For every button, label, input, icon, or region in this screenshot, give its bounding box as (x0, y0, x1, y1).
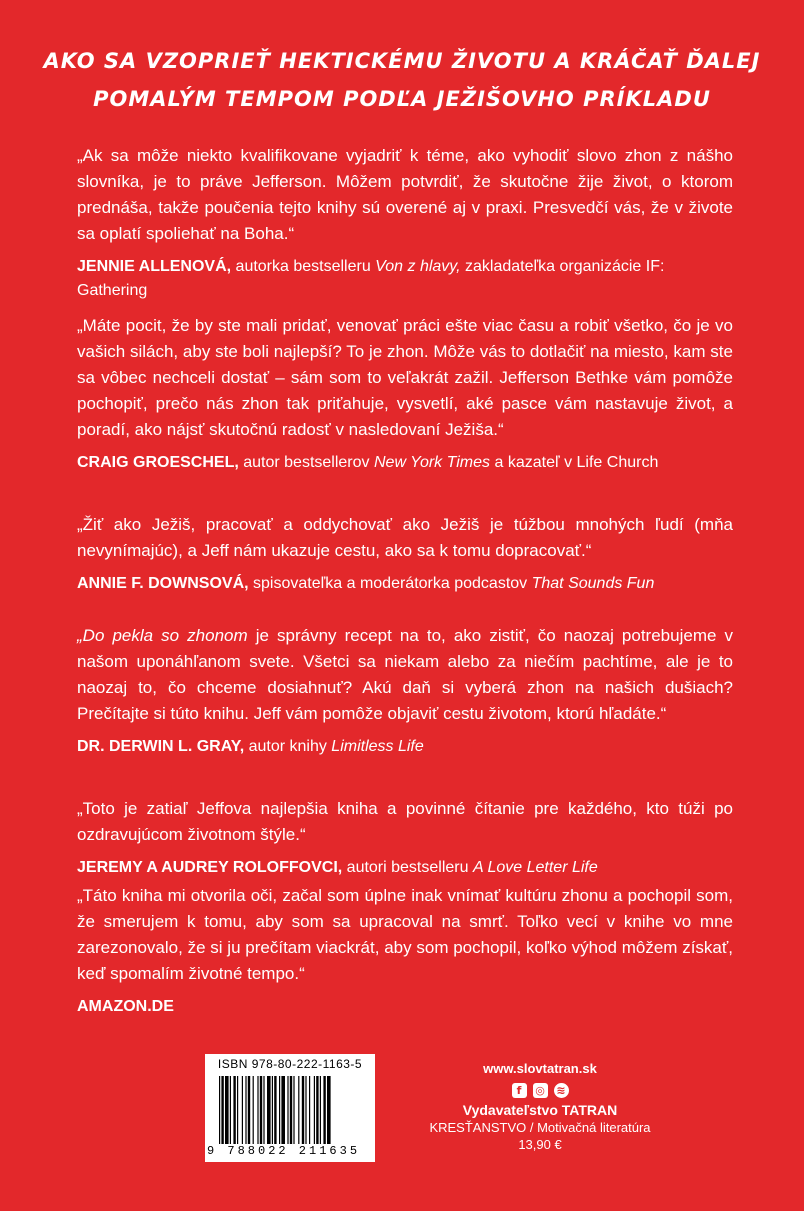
headline-line-1: AKO SA VZOPRIEŤ HEKTICKÉMU ŽIVOTU A KRÁČAŤ ĎALEJ (43, 49, 761, 73)
social-icons (420, 1083, 660, 1098)
quote-text: „Žiť ako Ježiš, pracovať a oddychovať ako Ježiš je túžbou mnohých ľudí (mňa nevynímajúc), a Jeff nám ukazuje cestu, ako sa k tomu dopracovať.“ (77, 515, 733, 560)
cover-headline (40, 42, 764, 118)
spotify-icon[interactable]: ≋ (554, 1083, 569, 1098)
quote-text: „Táto kniha mi otvorila oči, začal som úplne inak vnímať kultúru zhonu a pochopil som, že smerujem k tomu, aby som sa upracoval na smrť. Toľko vecí v knihe vo mne zarezonovalo, že si ju prečítam viackrát, aby som pochopil, koľko výhod môžem získať, keď spomalím životné tempo.“ (77, 886, 733, 983)
work-title: Von z hlavy, (375, 258, 461, 275)
barcode-bar (272, 1076, 273, 1144)
barcode-bar (260, 1076, 262, 1144)
testimonial-4 (77, 623, 733, 759)
barcode-bar (253, 1076, 254, 1144)
book-category: KRESŤANSTVO / Motivačná literatúra (429, 1120, 651, 1135)
barcode-bar (316, 1076, 318, 1144)
author-name: DR. DERWIN L. GRAY, (77, 738, 245, 755)
testimonial-1 (77, 143, 733, 303)
barcode-digits: 9 788022 211635 (207, 1144, 361, 1158)
barcode-bar (323, 1076, 325, 1144)
work-title: Limitless Life (331, 738, 424, 755)
quote-attribution (77, 735, 733, 759)
barcode-bar (320, 1076, 321, 1144)
book-price: 13,90 € (518, 1137, 562, 1152)
publisher-name: Vydavateľstvo TATRAN (462, 1102, 618, 1118)
barcode-bar (287, 1076, 288, 1144)
quote-attribution (77, 856, 733, 880)
barcode-bar (314, 1076, 315, 1144)
testimonial-5 (77, 796, 733, 880)
author-role: autorka bestselleru (231, 258, 376, 275)
author-role: autor bestsellerov (238, 454, 374, 471)
testimonial-3 (77, 512, 733, 596)
work-title: New York Times (373, 454, 491, 471)
work-title: A Love Letter Life (472, 859, 598, 876)
work-title: That Sounds Fun (531, 575, 655, 592)
isbn-number: ISBN 978-80-222-1163-5 (217, 1057, 363, 1071)
barcode-bar (263, 1076, 264, 1144)
barcode-bar (248, 1076, 250, 1144)
barcode-bar (290, 1076, 292, 1144)
quote-text: „Toto je zatiaľ Jeffova najlepšia kniha a povinné čítanie pre každého, kto túži po ozdravujúcom životnom štýle.“ (77, 799, 733, 844)
author-role: autor knihy (244, 738, 332, 755)
barcode-bar (225, 1076, 229, 1144)
barcode-bar (302, 1076, 304, 1144)
barcode-bar (267, 1076, 271, 1144)
author-role: spisovateľka a moderátorka podcastov (248, 575, 532, 592)
barcode-bar (327, 1076, 331, 1144)
book-title: „Do pekla so zhonom (77, 626, 248, 645)
barcode-bar (221, 1076, 223, 1144)
testimonial-2 (77, 313, 733, 475)
barcode-bar (257, 1076, 258, 1144)
quote-text: „Máte pocit, že by ste mali pridať, venovať práci ešte viac času a robiť všetko, čo je vo vašich silách, aby ste boli najlepší? To je zhon. Môže vás to dotlačiť na miesto, kam ste sa vôbec nechceli dostať – sám som to veľakrát zažil. Jefferson Bethke vám pomôže pochopiť, prečo nás zhon tak priťahuje, vysvetlí, aké pasce vám nastavuje život, a poradí, ako nájsť skutočnú radosť v nasledovaní Ježiša.“ (77, 316, 733, 439)
author-role-suffix: zakladateľka organizácie IF: Gathering (77, 258, 665, 299)
quote-text: „Ak sa môže niekto kvalifikovane vyjadriť k téme, ako vyhodiť slovo zhon z nášho slovníka, je to práve Jefferson. Môžem potvrdiť, že skutočne žije život, o ktorom prednáša, takže poučenia tejto knihy sú overené aj v praxi. Presvedčí vás, že v živote sa oplatí spoliehať na Boha.“ (77, 146, 733, 243)
barcode-bar (298, 1076, 299, 1144)
barcode-bar (245, 1076, 246, 1144)
quote-attribution (77, 572, 733, 596)
barcode-bar (279, 1076, 280, 1144)
author-name: AMAZON.DE (77, 998, 174, 1015)
author-name: JEREMY A AUDREY ROLOFFOVCI, (77, 859, 343, 876)
author-name: JENNIE ALLENOVÁ, (77, 258, 232, 275)
publisher-info (420, 1060, 660, 1153)
author-role-suffix: a kazateľ v Life Church (490, 454, 659, 471)
barcode-bar (242, 1076, 243, 1144)
headline-line-2: POMALÝM TEMPOM PODĽA JEŽIŠOVHO PRÍKLADU (93, 87, 711, 111)
isbn-barcode (205, 1054, 375, 1162)
barcode-bar (309, 1076, 310, 1144)
author-role: autori bestselleru (342, 859, 473, 876)
barcode-bar (230, 1076, 231, 1144)
quote-attribution (77, 995, 733, 1019)
barcode-bar (281, 1076, 285, 1144)
barcode-bar (305, 1076, 306, 1144)
barcode-bar (233, 1076, 235, 1144)
barcode-bar (293, 1076, 294, 1144)
author-name: CRAIG GROESCHEL, (77, 454, 239, 471)
quote-text (77, 623, 733, 727)
barcode-bar (274, 1076, 276, 1144)
publisher-url[interactable]: www.slovtatran.sk (483, 1061, 597, 1076)
barcode-bar (237, 1076, 238, 1144)
quote-attribution (77, 255, 733, 303)
barcode-bars (219, 1076, 365, 1144)
author-name: ANNIE F. DOWNSOVÁ, (77, 575, 249, 592)
quote-attribution (77, 451, 733, 475)
quote-body: je správny recept na to, ako zistiť, čo naozaj potrebujeme v našom uponáhľanom svete. Všetci sa niekam alebo za niečím pachtíme, ale je to naozaj to, čo chceme dosiahnuť? Akú daň si vyberá zhon na našich dušiach? Prečítajte si túto knihu. Jeff vám pomôže objaviť cestu životom, ktorú hľadáte.“ (77, 626, 733, 723)
barcode-bar (219, 1076, 220, 1144)
instagram-icon[interactable]: ◎ (533, 1083, 548, 1098)
facebook-icon[interactable]: f (512, 1083, 527, 1098)
testimonial-6 (77, 883, 733, 1019)
